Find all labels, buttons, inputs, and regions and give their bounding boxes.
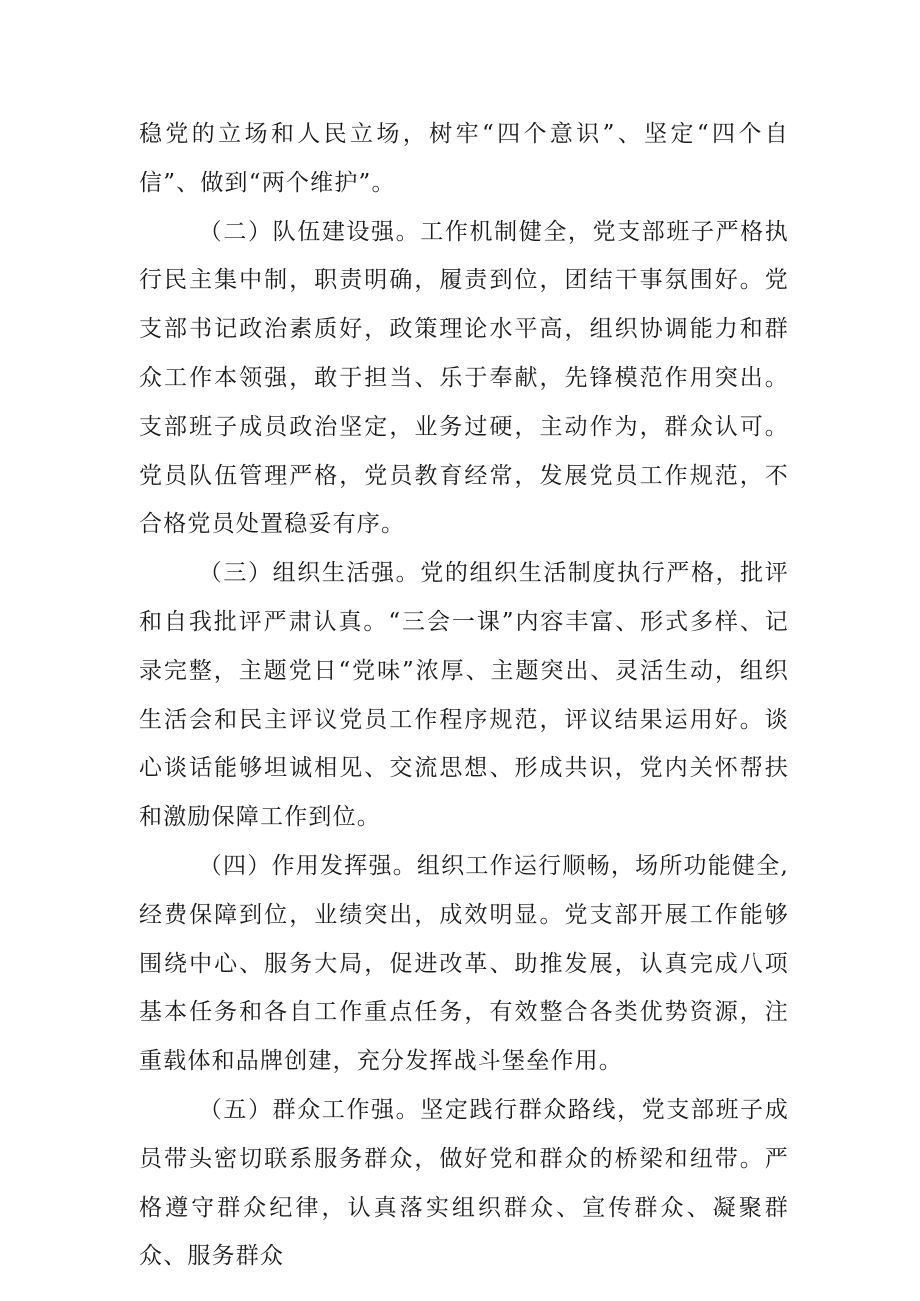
document-body [139,110,789,1281]
paragraph-organizational-life: （三）组织生活强。党的组织生活制度执行严格，批评和自我批评严肃认真。“三会一课”内容丰富、形式多样、记录完整，主题党日“党味”浓厚、主题突出、灵活生动，组织生活会和民主评议党员工作程序规范，评议结果运用好。谈心谈话能够坦诚相见、交流思想、形成共识，党内关怀帮扶和激励保障工作到位。 [139,560,789,831]
paragraph-team-building: （二）队伍建设强。工作机制健全，党支部班子严格执行民主集中制，职责明确，履责到位，团结干事氛围好。党支部书记政治素质好，政策理论水平高，组织协调能力和群众工作本领强，敢于担当、乐于奉献，先锋模范作用突出。支部班子成员政治坚定，业务过硬，主动作为，群众认可。党员队伍管理严格，党员教育经常，发展党员工作规范，不合格党员处置稳妥有序。 [139,218,789,538]
paragraph-mass-work: （五）群众工作强。坚定践行群众路线，党支部班子成员带头密切联系服务群众，做好党和群众的桥梁和纽带。严格遵守群众纪律，认真落实组织群众、宣传群众、凝聚群众、服务群众 [139,1096,789,1270]
paragraph-role-play: （四）作用发挥强。组织工作运行顺畅，场所功能健全,经费保障到位，业绩突出，成效明显。党支部开展工作能够围绕中心、服务大局，促进改革、助推发展，认真完成八项基本任务和各自工作重点任务，有效整合各类优势资源，注重载体和品牌创建，充分发挥战斗堡垒作用。 [139,852,789,1075]
paragraph-continuation: 稳党的立场和人民立场，树牢“四个意识”、坚定“四个自信”、做到“两个维护”。 [139,121,789,196]
